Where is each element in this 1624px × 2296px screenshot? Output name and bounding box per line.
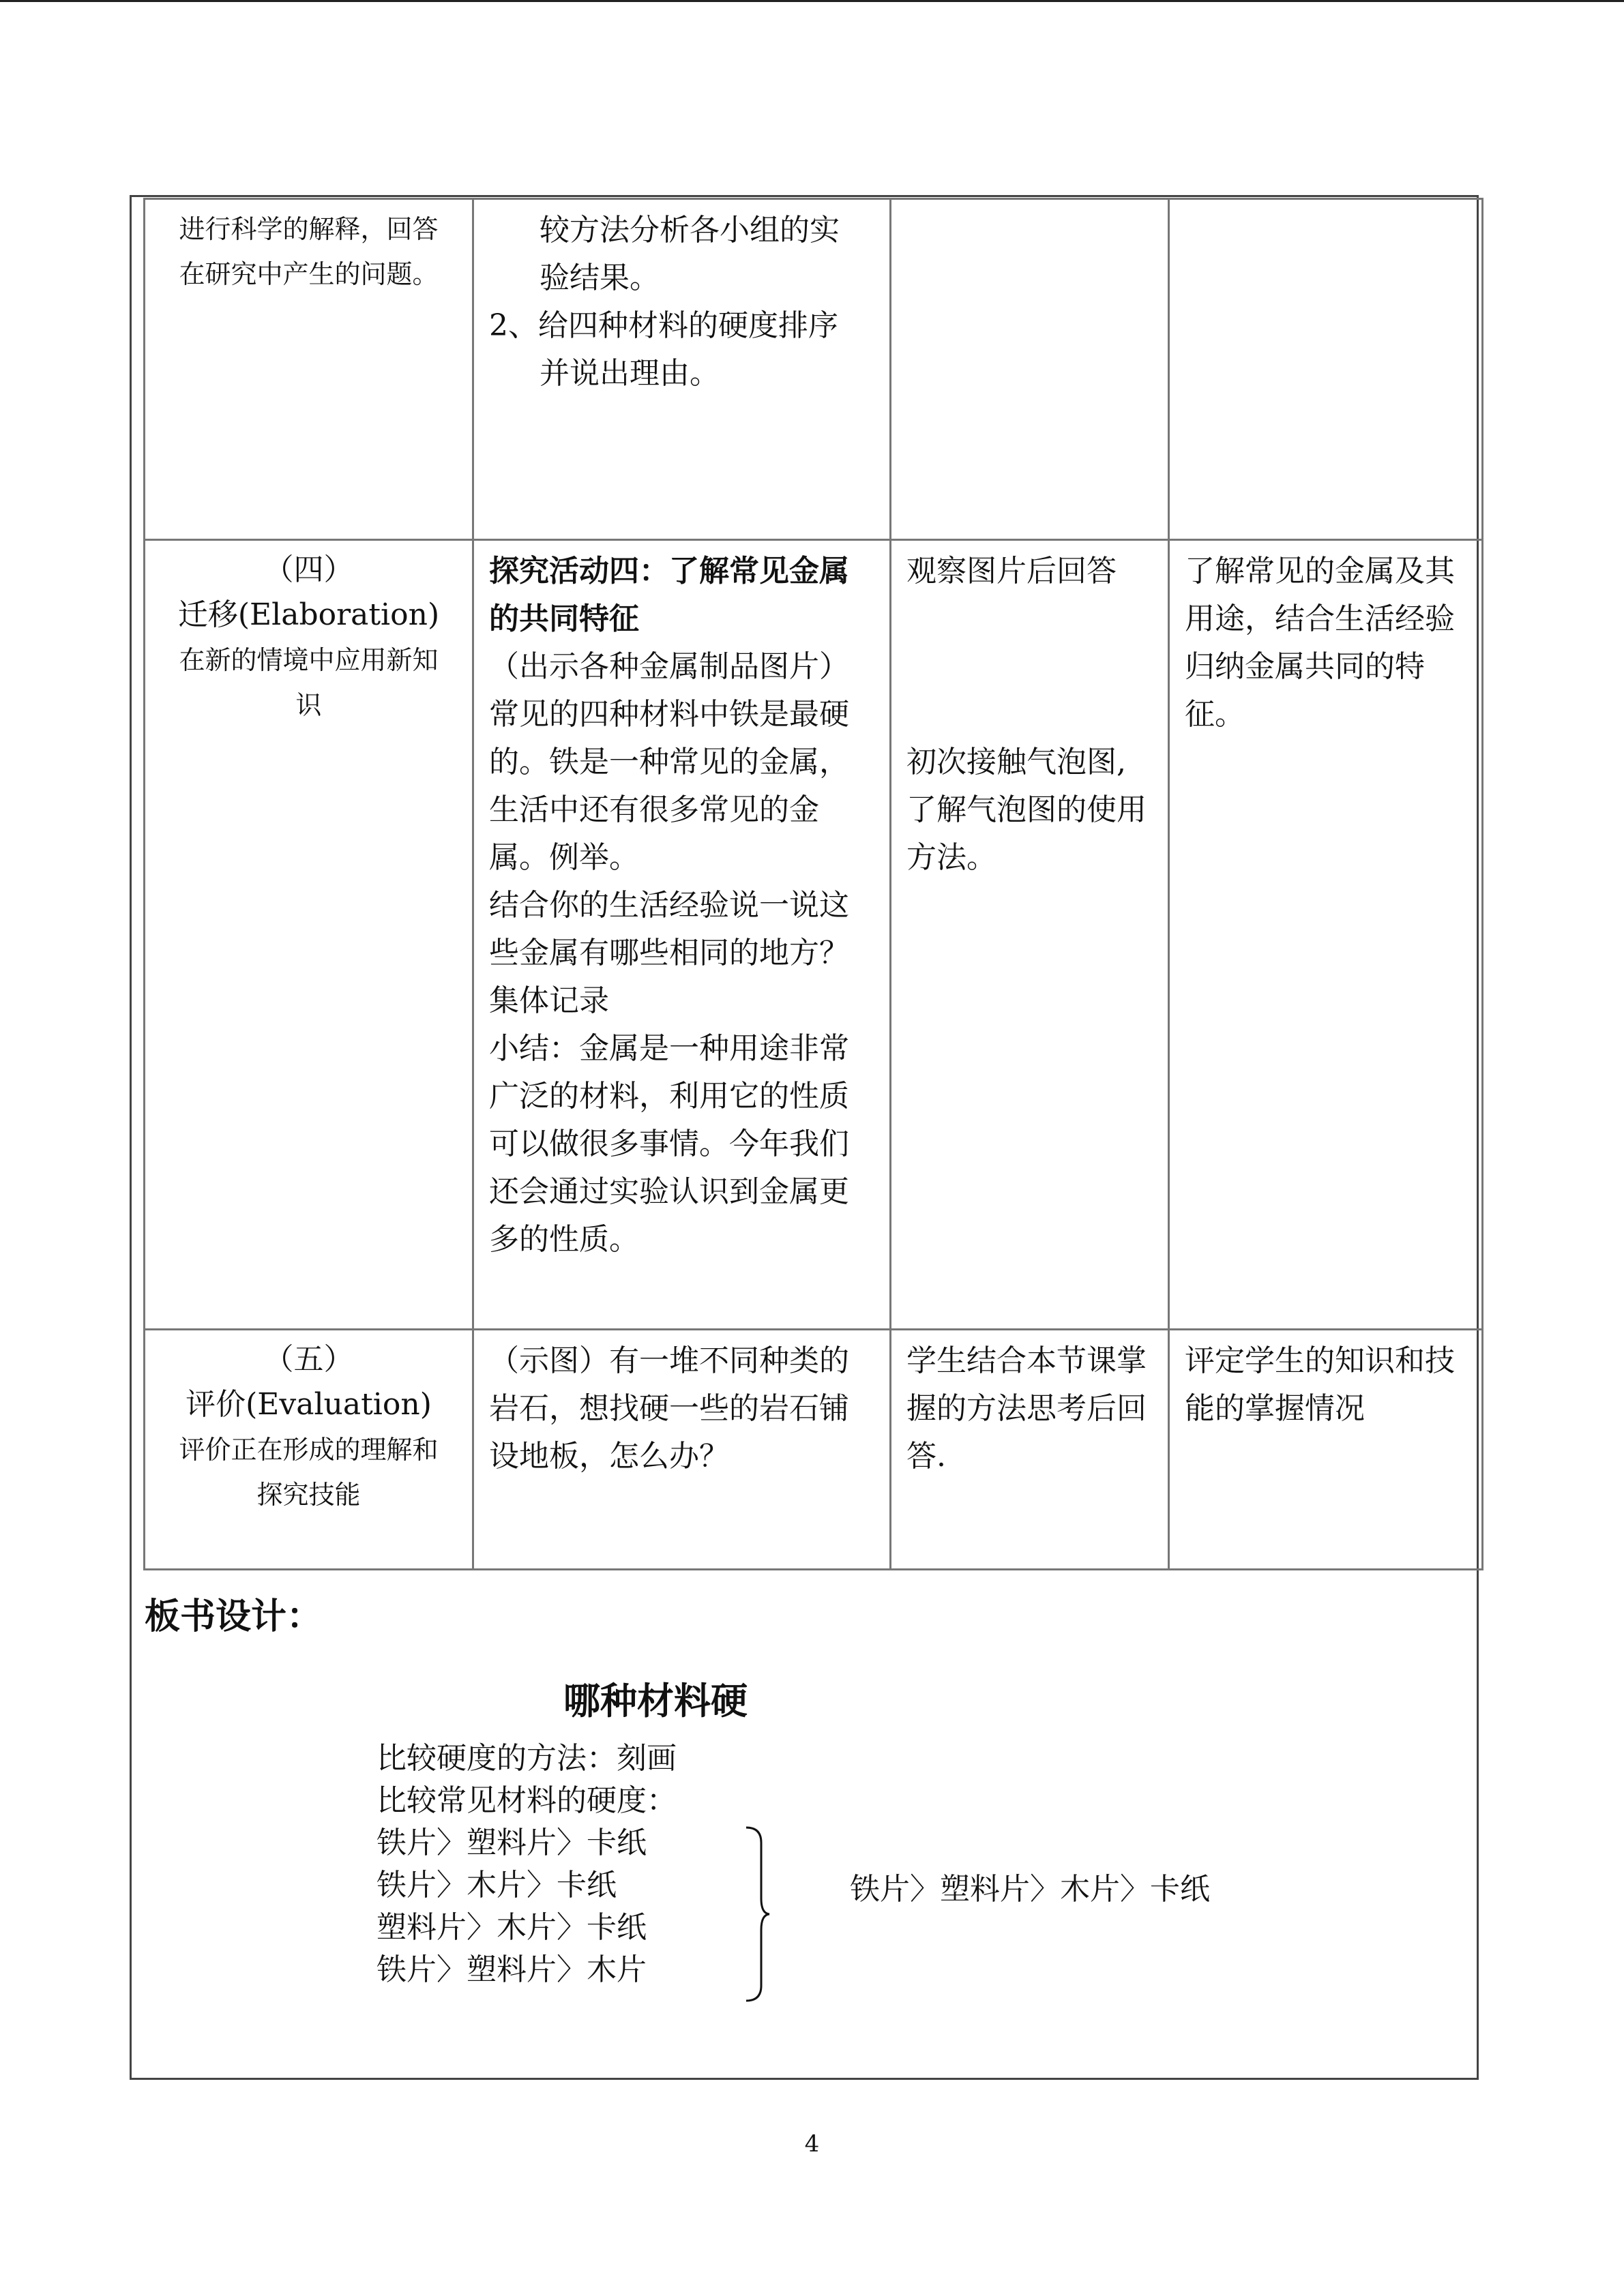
page-top-rule: [0, 0, 1624, 2]
intent-cell: [1169, 199, 1483, 540]
stage-description: 进行科学的解释，回答: [179, 214, 439, 244]
activity-text: （出示各种金属制品图片）常见的四种材料中铁是最硬的。铁是一种常见的金属，生活中还有很多常见的金属。例举。: [489, 649, 849, 875]
stage-number: （四）: [263, 552, 354, 587]
intent-cell: [1169, 540, 1483, 1330]
stage-cell: [145, 540, 473, 1330]
board-line: 铁片〉木片〉卡纸: [377, 1868, 617, 1903]
activity-record: 集体记录: [489, 983, 609, 1018]
intent-cell: [1169, 1330, 1483, 1570]
activity-cell: [473, 540, 891, 1330]
activity-text: 验结果。: [540, 260, 660, 295]
design-intent: 了解常见的金属及其用途，结合生活经验归纳金属共同的特征。: [1185, 554, 1455, 732]
board-result: 铁片〉塑料片〉木片〉卡纸: [850, 1872, 1210, 1907]
student-cell: [891, 199, 1169, 540]
table-row: [145, 199, 1483, 540]
lesson-table: [143, 198, 1483, 1570]
activity-text: 较方法分析各小组的实: [540, 213, 840, 248]
board-lines: [377, 1738, 677, 1991]
stage-description: 在研究中产生的问题。: [179, 259, 439, 289]
stage-name: 评价(Evaluation): [186, 1387, 432, 1422]
activity-item-2-cont: 并说出理由。: [540, 356, 720, 391]
table-row: [145, 1330, 1483, 1570]
student-cell: [891, 1330, 1169, 1570]
board-line: 铁片〉塑料片〉卡纸: [377, 1825, 647, 1860]
activity-question: 结合你的生活经验说一说这些金属有哪些相同的地方？: [489, 888, 849, 970]
board-line: 比较常见材料的硬度：: [377, 1783, 677, 1818]
stage-cell: [145, 1330, 473, 1570]
activity-text: （示图）有一堆不同种类的岩石，想找硬一些的岩石铺设地板，怎么办？: [489, 1343, 849, 1474]
right-brace-icon: [743, 1825, 771, 2003]
student-cell: [891, 540, 1169, 1330]
board-title: 哪种材料硬: [563, 1680, 748, 1723]
board-line: 塑料片〉木片〉卡纸: [377, 1910, 647, 1945]
activity-item-2: 2、给四种材料的硬度排序: [489, 308, 838, 343]
student-activity: 初次接触气泡图,了解气泡图的使用方法。: [906, 745, 1147, 875]
board-design-heading: 板书设计：: [145, 1596, 323, 1637]
stage-cell: [145, 199, 473, 540]
stage-description: 评价正在形成的理解和: [179, 1435, 439, 1465]
board-line: 比较硬度的方法：刻画: [377, 1741, 677, 1776]
page-number: 4: [804, 2130, 820, 2158]
board-line: 铁片〉塑料片〉木片: [377, 1952, 647, 1987]
student-activity: 学生结合本节课掌握的方法思考后回答.: [906, 1343, 1147, 1474]
activity-cell: [473, 1330, 891, 1570]
stage-number: （五）: [263, 1342, 354, 1377]
activity-summary: 小结：金属是一种用途非常广泛的材料，利用它的性质可以做很多事情。今年我们还会通过实验认识到金属更多的性质。: [489, 1031, 849, 1257]
student-activity: 观察图片后回答: [906, 554, 1117, 588]
stage-description: 识: [295, 690, 322, 720]
activity-cell: [473, 199, 891, 540]
stage-description: 探究技能: [256, 1480, 361, 1510]
design-intent: 评定学生的知识和技能的掌握情况: [1185, 1343, 1455, 1426]
table-row: [145, 540, 1483, 1330]
activity-title: 探究活动四：了解常见金属的共同特征: [489, 554, 849, 636]
stage-description: 在新的情境中应用新知: [179, 645, 439, 675]
stage-name: 迁移(Elaboration): [177, 597, 440, 632]
